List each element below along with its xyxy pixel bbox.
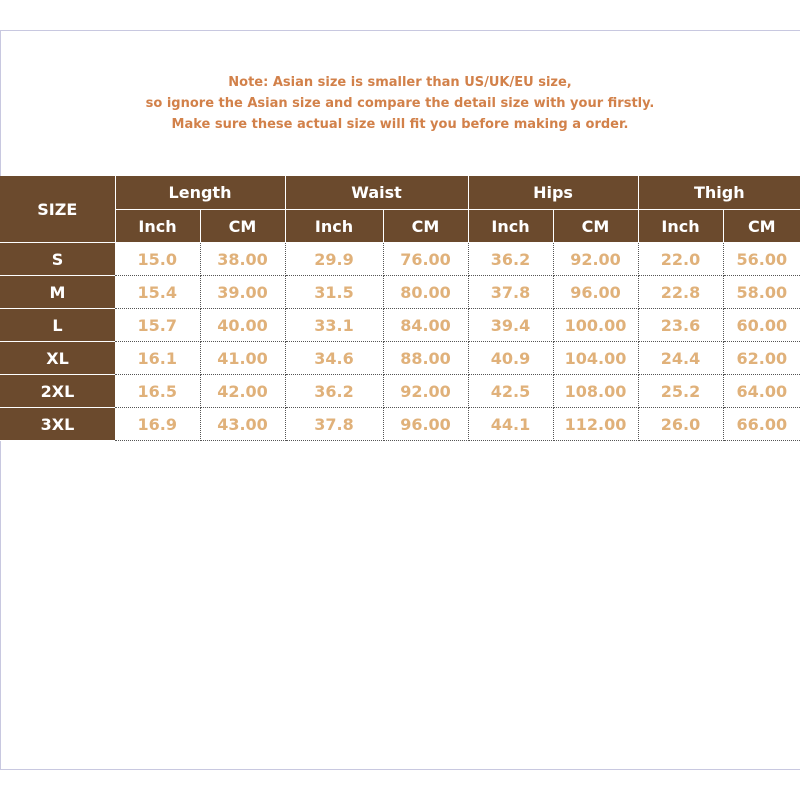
unit-header: Inch — [115, 210, 200, 243]
table-cell: 39.00 — [200, 276, 285, 309]
size-label: M — [0, 276, 115, 309]
table-row — [0, 342, 800, 375]
table-cell: 84.00 — [383, 309, 468, 342]
group-header-hips: Hips — [468, 176, 638, 210]
table-cell: 29.9 — [285, 243, 383, 276]
table-cell: 41.00 — [200, 342, 285, 375]
unit-header: Inch — [468, 210, 553, 243]
table-cell: 112.00 — [553, 408, 638, 441]
table-cell: 15.4 — [115, 276, 200, 309]
table-cell: 100.00 — [553, 309, 638, 342]
note-line-2: so ignore the Asian size and compare the detail size with your firstly. — [145, 96, 655, 111]
table-cell: 23.6 — [638, 309, 723, 342]
size-note — [0, 72, 800, 135]
table-cell: 39.4 — [468, 309, 553, 342]
note-line-1: Note: Asian size is smaller than US/UK/EU size, — [228, 75, 572, 90]
size-chart-table — [0, 176, 800, 441]
table-cell: 22.8 — [638, 276, 723, 309]
table-cell: 26.0 — [638, 408, 723, 441]
table-cell: 36.2 — [285, 375, 383, 408]
size-label: 3XL — [0, 408, 115, 441]
group-header-waist: Waist — [285, 176, 468, 210]
table-cell: 31.5 — [285, 276, 383, 309]
table-cell: 37.8 — [285, 408, 383, 441]
table-cell: 66.00 — [723, 408, 800, 441]
table-cell: 104.00 — [553, 342, 638, 375]
size-label: L — [0, 309, 115, 342]
table-row — [0, 243, 800, 276]
unit-header: CM — [553, 210, 638, 243]
unit-header: CM — [383, 210, 468, 243]
table-cell: 36.2 — [468, 243, 553, 276]
table-cell: 33.1 — [285, 309, 383, 342]
table-cell: 42.00 — [200, 375, 285, 408]
unit-header: CM — [723, 210, 800, 243]
group-header-length: Length — [115, 176, 285, 210]
table-cell: 42.5 — [468, 375, 553, 408]
table-cell: 80.00 — [383, 276, 468, 309]
size-header: SIZE — [0, 176, 115, 243]
table-cell: 58.00 — [723, 276, 800, 309]
note-line-3: Make sure these actual size will fit you before making a order. — [171, 117, 629, 132]
table-cell: 40.00 — [200, 309, 285, 342]
table-cell: 16.9 — [115, 408, 200, 441]
table-cell: 92.00 — [383, 375, 468, 408]
table-cell: 96.00 — [383, 408, 468, 441]
table-cell: 43.00 — [200, 408, 285, 441]
table-cell: 38.00 — [200, 243, 285, 276]
table-row — [0, 408, 800, 441]
table-cell: 34.6 — [285, 342, 383, 375]
table-row — [0, 276, 800, 309]
size-label: 2XL — [0, 375, 115, 408]
group-header-thigh: Thigh — [638, 176, 800, 210]
table-cell: 64.00 — [723, 375, 800, 408]
table-cell: 16.5 — [115, 375, 200, 408]
table-cell: 16.1 — [115, 342, 200, 375]
table-cell: 76.00 — [383, 243, 468, 276]
table-row — [0, 309, 800, 342]
unit-header-row — [0, 210, 800, 243]
size-label: XL — [0, 342, 115, 375]
table-cell: 108.00 — [553, 375, 638, 408]
table-cell: 62.00 — [723, 342, 800, 375]
table-cell: 25.2 — [638, 375, 723, 408]
table-cell: 96.00 — [553, 276, 638, 309]
table-cell: 37.8 — [468, 276, 553, 309]
group-header-row — [0, 176, 800, 210]
unit-header: Inch — [285, 210, 383, 243]
table-cell: 44.1 — [468, 408, 553, 441]
unit-header: Inch — [638, 210, 723, 243]
table-cell: 56.00 — [723, 243, 800, 276]
table-cell: 22.0 — [638, 243, 723, 276]
table-row — [0, 375, 800, 408]
size-label: S — [0, 243, 115, 276]
table-cell: 15.7 — [115, 309, 200, 342]
table-cell: 15.0 — [115, 243, 200, 276]
table-cell: 88.00 — [383, 342, 468, 375]
table-cell: 24.4 — [638, 342, 723, 375]
table-cell: 60.00 — [723, 309, 800, 342]
table-cell: 92.00 — [553, 243, 638, 276]
unit-header: CM — [200, 210, 285, 243]
table-cell: 40.9 — [468, 342, 553, 375]
